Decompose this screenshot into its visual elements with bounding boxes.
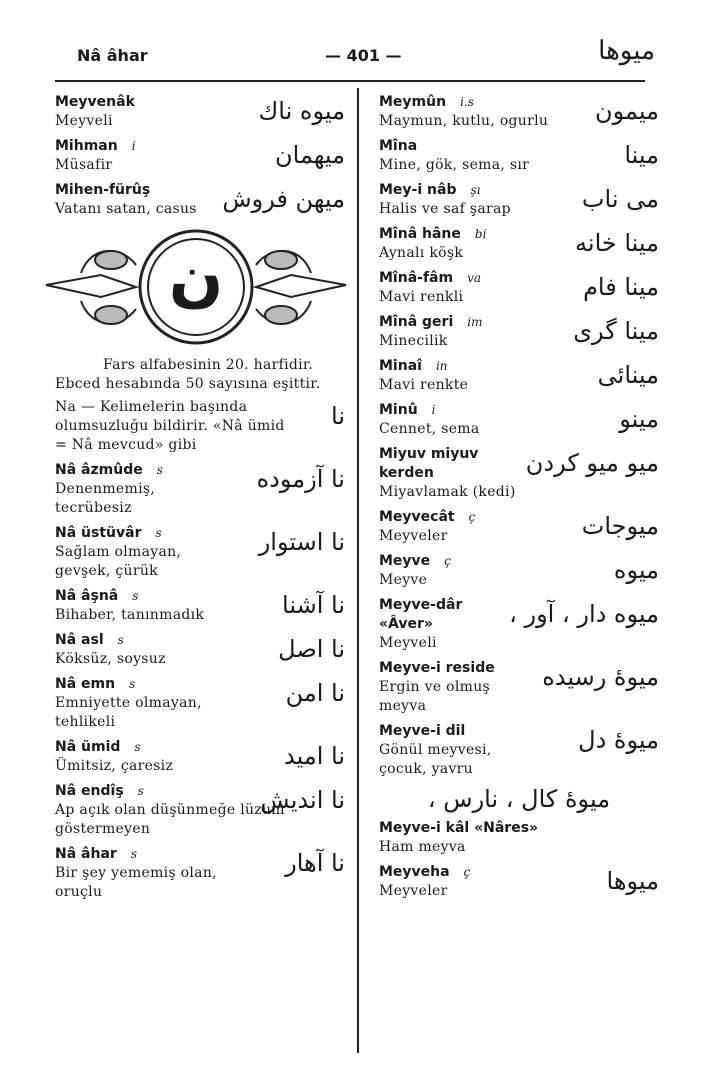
arabic-script: مینو bbox=[619, 405, 659, 433]
dictionary-entry bbox=[379, 181, 659, 219]
headword: Miyuv miyuv kerden bbox=[379, 446, 479, 481]
grammar-note: s bbox=[132, 589, 139, 603]
grammar-note: bi bbox=[474, 227, 487, 241]
definition: Meyveli bbox=[55, 113, 113, 129]
grammar-note: s bbox=[155, 526, 162, 540]
headword: Nâ asl bbox=[55, 632, 104, 648]
headword: Nâ âhar bbox=[55, 846, 117, 862]
arabic-script: مینائی bbox=[597, 361, 659, 389]
grammar-note: s bbox=[137, 784, 144, 798]
arabic-script: می ناب bbox=[581, 185, 659, 213]
definition: Aynalı köşk bbox=[379, 245, 464, 261]
headword: Nâ âzmûde bbox=[55, 462, 143, 478]
arabic-script: میهن فروش bbox=[222, 185, 345, 213]
letter-description: Fars alfabesinin 20. harfidir. Ebced hesabında 50 sayısına eşittir. bbox=[55, 357, 321, 392]
dictionary-entry bbox=[379, 552, 659, 590]
arabic-script: میوه ناك bbox=[258, 97, 345, 125]
headword: Minaî bbox=[379, 358, 422, 374]
arabic-script: میوجات bbox=[581, 512, 659, 540]
grammar-note: ç bbox=[463, 865, 471, 879]
grammar-note: s bbox=[129, 677, 136, 691]
grammar-note: s bbox=[117, 633, 124, 647]
definition: Miyavlamak (kedi) bbox=[379, 484, 516, 500]
grammar-note: in bbox=[435, 359, 448, 373]
dictionary-entry bbox=[379, 819, 659, 857]
dictionary-entry bbox=[379, 401, 659, 439]
arabic-script: میو میو کردن bbox=[525, 449, 659, 477]
definition: Gönül meyvesi, çocuk, yavru bbox=[379, 742, 492, 777]
definition: Halis ve saf şarap bbox=[379, 201, 511, 217]
page-number: — 401 — bbox=[325, 46, 402, 65]
headword: Meyve-i reside bbox=[379, 660, 495, 676]
definition: Müsafir bbox=[55, 157, 113, 173]
arabic-script: میوهٔ کال ، نارس ، bbox=[427, 785, 611, 813]
arabic-script: نا bbox=[331, 402, 345, 430]
dictionary-entry bbox=[55, 137, 345, 175]
arabic-script: نا استوار bbox=[258, 528, 345, 556]
definition: Meyve bbox=[379, 572, 428, 588]
arabic-script: نا آهار bbox=[285, 849, 345, 877]
na-description: Na — Kelimelerin başında olumsuzluğu bildirir. «Nâ ümid = Nâ mevcud» gibi bbox=[55, 399, 285, 453]
definition: Cennet, sema bbox=[379, 421, 480, 437]
headword: Meyvecât bbox=[379, 509, 455, 525]
dictionary-entry bbox=[55, 675, 345, 732]
arabic-script: میوها bbox=[606, 867, 659, 895]
grammar-note: va bbox=[467, 271, 482, 285]
headword: Mînâ hâne bbox=[379, 226, 461, 242]
arabic-script: میوهٔ رسیده bbox=[542, 663, 659, 691]
headword: Meyve bbox=[379, 553, 431, 569]
headword: Nâ üstüvâr bbox=[55, 525, 142, 541]
headword: Meymûn bbox=[379, 94, 447, 110]
headword: Meyvenâk bbox=[55, 94, 135, 110]
headword: Minû bbox=[379, 402, 418, 418]
dictionary-entry bbox=[379, 596, 659, 653]
definition: Meyveler bbox=[379, 883, 448, 899]
definition: Denenmemiş, tecrübesiz bbox=[55, 481, 156, 516]
headword: Meyve-dâr «Âver» bbox=[379, 597, 463, 632]
headword: Mînâ geri bbox=[379, 314, 454, 330]
dictionary-entry bbox=[379, 93, 659, 131]
dictionary-entry bbox=[379, 722, 659, 779]
definition: Ham meyva bbox=[379, 839, 466, 855]
definition: Meyveler bbox=[379, 528, 448, 544]
dictionary-entry bbox=[55, 782, 345, 839]
arabic-script: مینا bbox=[624, 141, 659, 169]
left-column bbox=[55, 93, 345, 908]
arabic-script: میوهٔ دل bbox=[578, 726, 659, 754]
dictionary-entry bbox=[55, 461, 345, 518]
column-divider bbox=[357, 88, 359, 1053]
definition: Sağlam olmayan, gevşek, çürük bbox=[55, 544, 182, 579]
grammar-note: şı bbox=[470, 183, 481, 197]
dictionary-entry bbox=[379, 225, 659, 263]
dictionary-entry bbox=[379, 137, 659, 175]
right-column bbox=[379, 93, 659, 907]
dictionary-entry bbox=[379, 508, 659, 546]
dictionary-entry bbox=[379, 269, 659, 307]
headword: Nâ âşnâ bbox=[55, 588, 119, 604]
headword: Mînâ-fâm bbox=[379, 270, 454, 286]
headword: Meyveha bbox=[379, 864, 450, 880]
dictionary-entry bbox=[379, 313, 659, 351]
definition: Bihaber, tanınmadık bbox=[55, 607, 205, 623]
arabic-script: نا امید bbox=[284, 742, 345, 770]
grammar-note: i bbox=[431, 403, 436, 417]
headword: Meyve-i kâl «Nâres» bbox=[379, 820, 539, 836]
definition: Emniyette olmayan, tehlikeli bbox=[55, 695, 202, 730]
arabic-script: میوه bbox=[613, 556, 659, 584]
arabic-script: نا اندیش bbox=[260, 786, 345, 814]
grammar-note: im bbox=[467, 315, 483, 329]
grammar-note: i.s bbox=[460, 95, 474, 109]
definition: Meyveli bbox=[379, 635, 437, 651]
definition: Ap açık olan düşünmeğe lüzum göstermeyen bbox=[55, 802, 285, 837]
arabic-script: میهمان bbox=[275, 141, 345, 169]
definition: Mavi renkli bbox=[379, 289, 464, 305]
definition: Ümitsiz, çaresiz bbox=[55, 758, 174, 774]
grammar-note: s bbox=[134, 740, 141, 754]
definition: Ergin ve olmuş meyva bbox=[379, 679, 491, 714]
definition: Minecilik bbox=[379, 333, 448, 349]
grammar-note: ç bbox=[468, 510, 476, 524]
headword: Meyve-i dil bbox=[379, 723, 466, 739]
arabic-script: مینا خانه bbox=[575, 229, 659, 257]
dictionary-entry bbox=[55, 181, 345, 219]
definition: Mavi renkte bbox=[379, 377, 469, 393]
grammar-note: s bbox=[156, 463, 163, 477]
dictionary-entry bbox=[55, 845, 345, 902]
header-guide-word: Nâ âhar bbox=[77, 46, 148, 65]
dictionary-entry bbox=[55, 631, 345, 669]
dictionary-entry bbox=[379, 659, 659, 716]
headword: Nâ emn bbox=[55, 676, 116, 692]
grammar-note: s bbox=[130, 847, 137, 861]
headword: Mihen-fürûş bbox=[55, 182, 151, 198]
definition: Bir şey yememiş olan, oruçlu bbox=[55, 865, 217, 900]
dictionary-entry bbox=[55, 398, 345, 455]
letter-ornament bbox=[55, 225, 345, 350]
dictionary-entry bbox=[55, 524, 345, 581]
headword: Mey-i nâb bbox=[379, 182, 457, 198]
dictionary-entry bbox=[379, 357, 659, 395]
header-arabic-word: میوها bbox=[598, 36, 655, 66]
dictionary-entry bbox=[55, 738, 345, 776]
page-header bbox=[55, 36, 655, 80]
arabic-script: میمون bbox=[595, 97, 659, 125]
headword: Nâ endîş bbox=[55, 783, 124, 799]
arabic-script: مینا فام bbox=[583, 273, 659, 301]
definition: Mine, gök, sema, sır bbox=[379, 157, 530, 173]
arabic-script: نا امن bbox=[285, 679, 345, 707]
dictionary-entry bbox=[379, 445, 659, 502]
arabic-script: مینا گری bbox=[573, 317, 659, 345]
definition: Vatanı satan, casus bbox=[55, 201, 197, 217]
headword: Mihman bbox=[55, 138, 118, 154]
ornament-letter: ن bbox=[168, 241, 224, 315]
grammar-note: i bbox=[131, 139, 136, 153]
headword: Mîna bbox=[379, 138, 418, 154]
definition: Maymun, kutlu, ogurlu bbox=[379, 113, 549, 129]
headword: Nâ ümid bbox=[55, 739, 121, 755]
dictionary-entry bbox=[379, 863, 659, 901]
header-rule bbox=[55, 80, 645, 82]
dictionary-entry bbox=[55, 587, 345, 625]
grammar-note: ç bbox=[444, 554, 451, 568]
definition: Köksüz, soysuz bbox=[55, 651, 166, 667]
dictionary-entry bbox=[55, 93, 345, 131]
arabic-script: میوه دار ، آور ، bbox=[509, 600, 659, 628]
arabic-script: نا آزموده bbox=[256, 465, 345, 493]
arabic-script: نا اصل bbox=[278, 635, 345, 663]
arabic-script: نا آشنا bbox=[282, 591, 345, 619]
